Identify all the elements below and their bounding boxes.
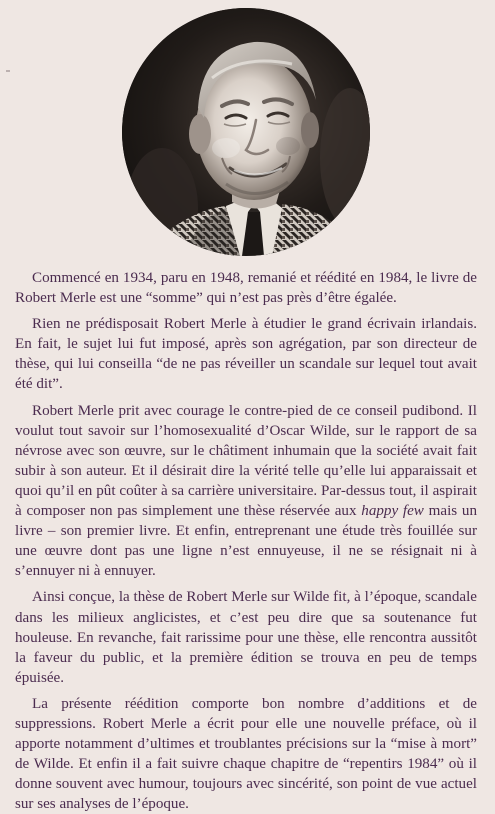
blurb-paragraph (15, 314, 477, 394)
back-cover-blurb (15, 268, 477, 814)
blurb-paragraph (15, 694, 477, 814)
blurb-text: Commencé en 1934, paru en 1948, remanié et réédité en 1984, le livre de Robert Merle est une “somme” qui n’est pas près d’être égalée. (15, 270, 477, 307)
author-portrait-photo-icon (122, 8, 370, 256)
blurb-paragraph (15, 587, 477, 687)
edge-mark (6, 70, 10, 72)
blurb-text: Ainsi conçue, la thèse de Robert Merle sur Wilde fit, à l’époque, scandale dans les milieux anglicistes, et c’est peu dire que sa soutenance fut houleuse. En revanche, fait rarissime pour une thèse, elle rencontra aussitôt la faveur du public, et la première édition se trouva en peu de temps épuisée. (15, 589, 477, 686)
blurb-text: mais un livre – son premier livre. Et enfin, entreprenant une étude très fouillée sur une œuvre dont pas une ligne n’est ennuyeuse, il ne se résignait ni à s’ennuyer ni à ennuyer. (15, 503, 477, 580)
blurb-italic-text: happy few (361, 503, 424, 520)
author-portrait (122, 8, 370, 256)
blurb-paragraph (15, 401, 477, 582)
blurb-text: Rien ne prédisposait Robert Merle à étudier le grand écrivain irlandais. En fait, le sujet lui fut imposé, après son agrégation, par son directeur de thèse, qui lui conseilla “de ne pas réveiller un scandale sur lequel tout avait été dit”. (15, 316, 477, 393)
blurb-text: La présente réédition comporte bon nombre d’additions et de suppressions. Robert Merle a écrit pour elle une nouvelle préface, où il apporte notamment d’ultimes et troublantes précisions sur la “mise à mort” de Wilde. Et enfin il a fait suivre chaque chapitre de “repentirs 1984” où il donne souvent avec humour, toujours avec sincérité, son point de vue actuel sur ses analyses de l’époque. (15, 695, 477, 813)
blurb-text: Robert Merle prit avec courage le contre-pied de ce conseil pudibond. Il voulut tout savoir sur l’homosexualité d’Oscar Wilde, sur le rapport de sa névrose avec son œuvre, sur le châtiment inhumain que la société avait fait subir à son auteur. Et il désirait dire la vérité telle qu’elle lui apparaissait et quoi qu’il en pût coûter à sa carrière universitaire. Par-dessus tout, il aspirait à composer non pas simplement une thèse réservée aux (15, 402, 477, 520)
blurb-paragraph (15, 268, 477, 308)
